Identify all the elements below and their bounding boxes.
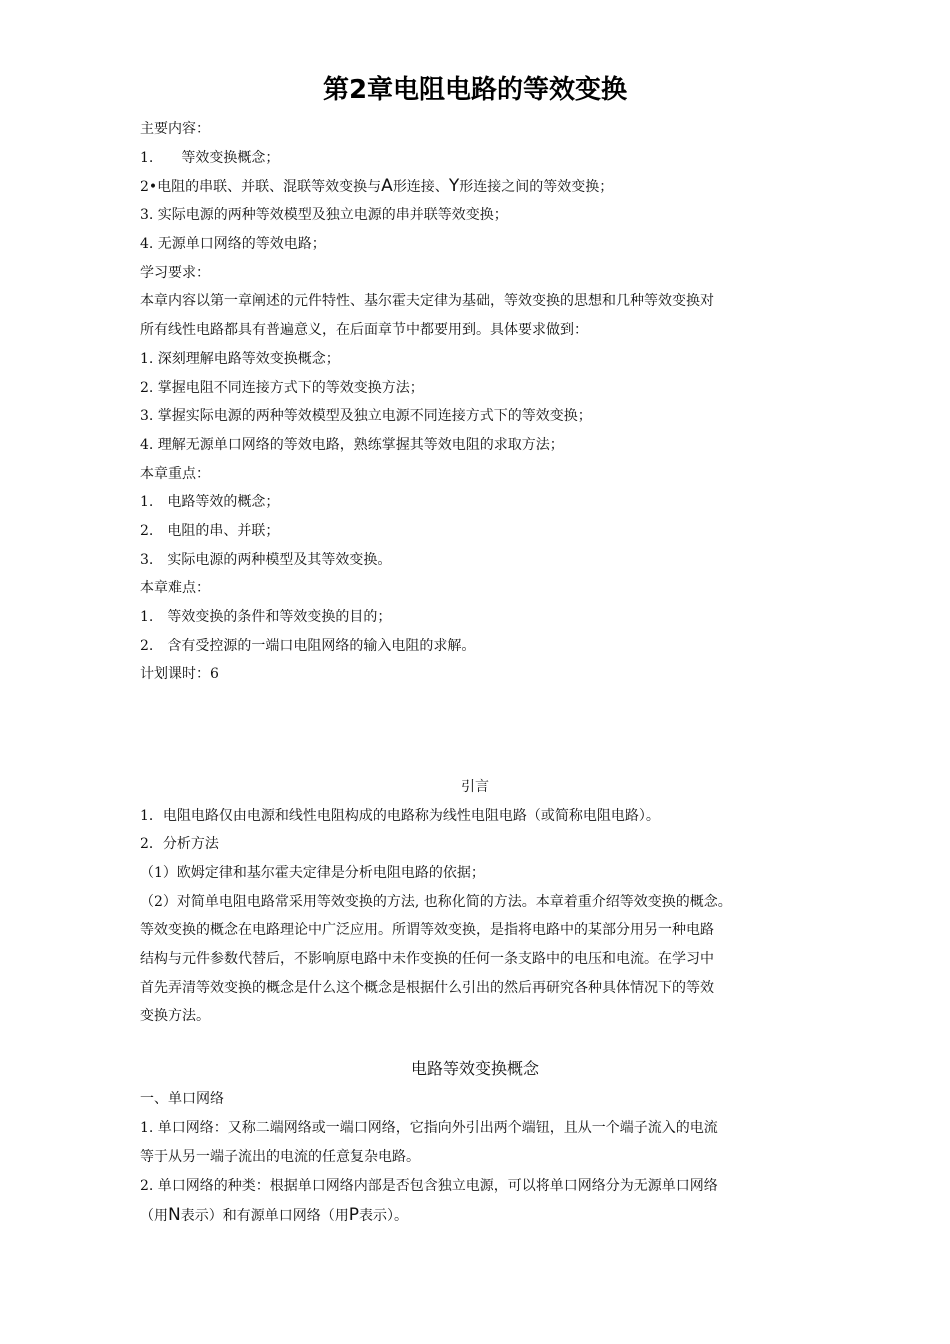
requirements-item-1: 1. 深刻理解电路等效变换概念； — [140, 351, 340, 367]
intro-line-6: 结构与元件参数代替后，不影响原电路中未作变换的任何一条支路中的电压和电流。在学习中 — [140, 951, 714, 967]
key-points-item-1: 1. 电路等效的概念； — [140, 494, 280, 510]
requirements-intro-line-1: 本章内容以第一章阐述的元件特性、基尔霍夫定律为基础，等效变换的思想和几种等效变换对 — [140, 293, 714, 309]
delta-letter-a: A — [381, 176, 393, 196]
summary-item-2-middle: 形连接、 — [392, 179, 449, 195]
intro-heading: 引言 — [461, 779, 489, 795]
active-network-symbol: P — [348, 1205, 359, 1225]
intro-line-5: 等效变换的概念在电路理论中广泛应用。所谓等效变换，是指将电路中的某部分用另一种电路 — [140, 922, 714, 938]
difficulties-item-1: 1. 等效变换的条件和等效变换的目的； — [140, 609, 392, 625]
summary-item-2 — [140, 176, 820, 197]
key-points-item-2: 2. 电阻的串、并联； — [140, 523, 280, 539]
concept-line-2: 等于从另一端子流出的电流的任意复杂电路。 — [140, 1149, 420, 1165]
summary-heading: 主要内容： — [140, 121, 210, 137]
concept-line-4-part-3: 表示）。 — [358, 1208, 408, 1224]
summary-item-2-suffix: 形连接之间的等效变换； — [459, 179, 614, 195]
page-title: 第2章电阻电路的等效变换 — [322, 75, 628, 105]
requirements-item-3: 3. 掌握实际电源的两种等效模型及独立电源不同连接方式下的等效变换； — [140, 408, 592, 424]
requirements-heading: 学习要求： — [140, 265, 210, 281]
planned-hours: 计划课时：6 — [140, 666, 219, 682]
intro-line-1: 1．电阻电路仅由电源和线性电阻构成的电路称为线性电阻电路（或简称电阻电路）。 — [140, 808, 660, 824]
concept-line-4-part-2: 表示）和有源单口网络（用 — [180, 1208, 349, 1224]
concept-subheading: 一、单口网络 — [140, 1091, 224, 1107]
concept-heading: 电路等效变换概念 — [410, 1059, 539, 1078]
key-points-heading: 本章重点： — [140, 466, 210, 482]
requirements-item-2: 2. 掌握电阻不同连接方式下的等效变换方法； — [140, 380, 424, 396]
concept-line-1: 1. 单口网络：又称二端网络或一端口网络，它指向外引出两个端钮，且从一个端子流入的电流 — [140, 1120, 718, 1136]
intro-line-2: 2．分析方法 — [140, 836, 219, 852]
summary-item-1: 1. 等效变换概念； — [140, 150, 280, 166]
key-points-item-3: 3. 实际电源的两种模型及其等效变换。 — [140, 552, 392, 568]
difficulties-item-2: 2. 含有受控源的一端口电阻网络的输入电阻的求解。 — [140, 638, 476, 654]
concept-line-4-part-1: （用 — [140, 1208, 168, 1224]
concept-line-4 — [140, 1205, 820, 1226]
intro-line-7: 首先弄清等效变换的概念是什么这个概念是根据什么引出的然后再研究各种具体情况下的等效 — [140, 980, 714, 996]
requirements-intro-line-2: 所有线性电路都具有普遍意义，在后面章节中都要用到。具体要求做到： — [140, 322, 588, 338]
passive-network-symbol: N — [168, 1205, 181, 1225]
summary-item-2-prefix: 2•电阻的串联、并联、混联等效变换与 — [140, 179, 382, 195]
summary-item-4: 4. 无源单口网络的等效电路； — [140, 236, 326, 252]
difficulties-heading: 本章难点： — [140, 580, 210, 596]
concept-line-3: 2. 单口网络的种类：根据单口网络内部是否包含独立电源，可以将单口网络分为无源单口网络 — [140, 1178, 718, 1194]
summary-item-3: 3. 实际电源的两种等效模型及独立电源的串并联等效变换； — [140, 207, 508, 223]
intro-line-8: 变换方法。 — [140, 1008, 210, 1024]
wye-letter-y: Y — [448, 176, 460, 196]
intro-line-3: （1）欧姆定律和基尔霍夫定律是分析电阻电路的依据； — [140, 865, 485, 881]
intro-line-4: （2）对简单电阻电路常采用等效变换的方法, 也称化简的方法。本章着重介绍等效变换的概念。 — [140, 894, 732, 910]
requirements-item-4: 4. 理解无源单口网络的等效电路，熟练掌握其等效电阻的求取方法； — [140, 437, 564, 453]
